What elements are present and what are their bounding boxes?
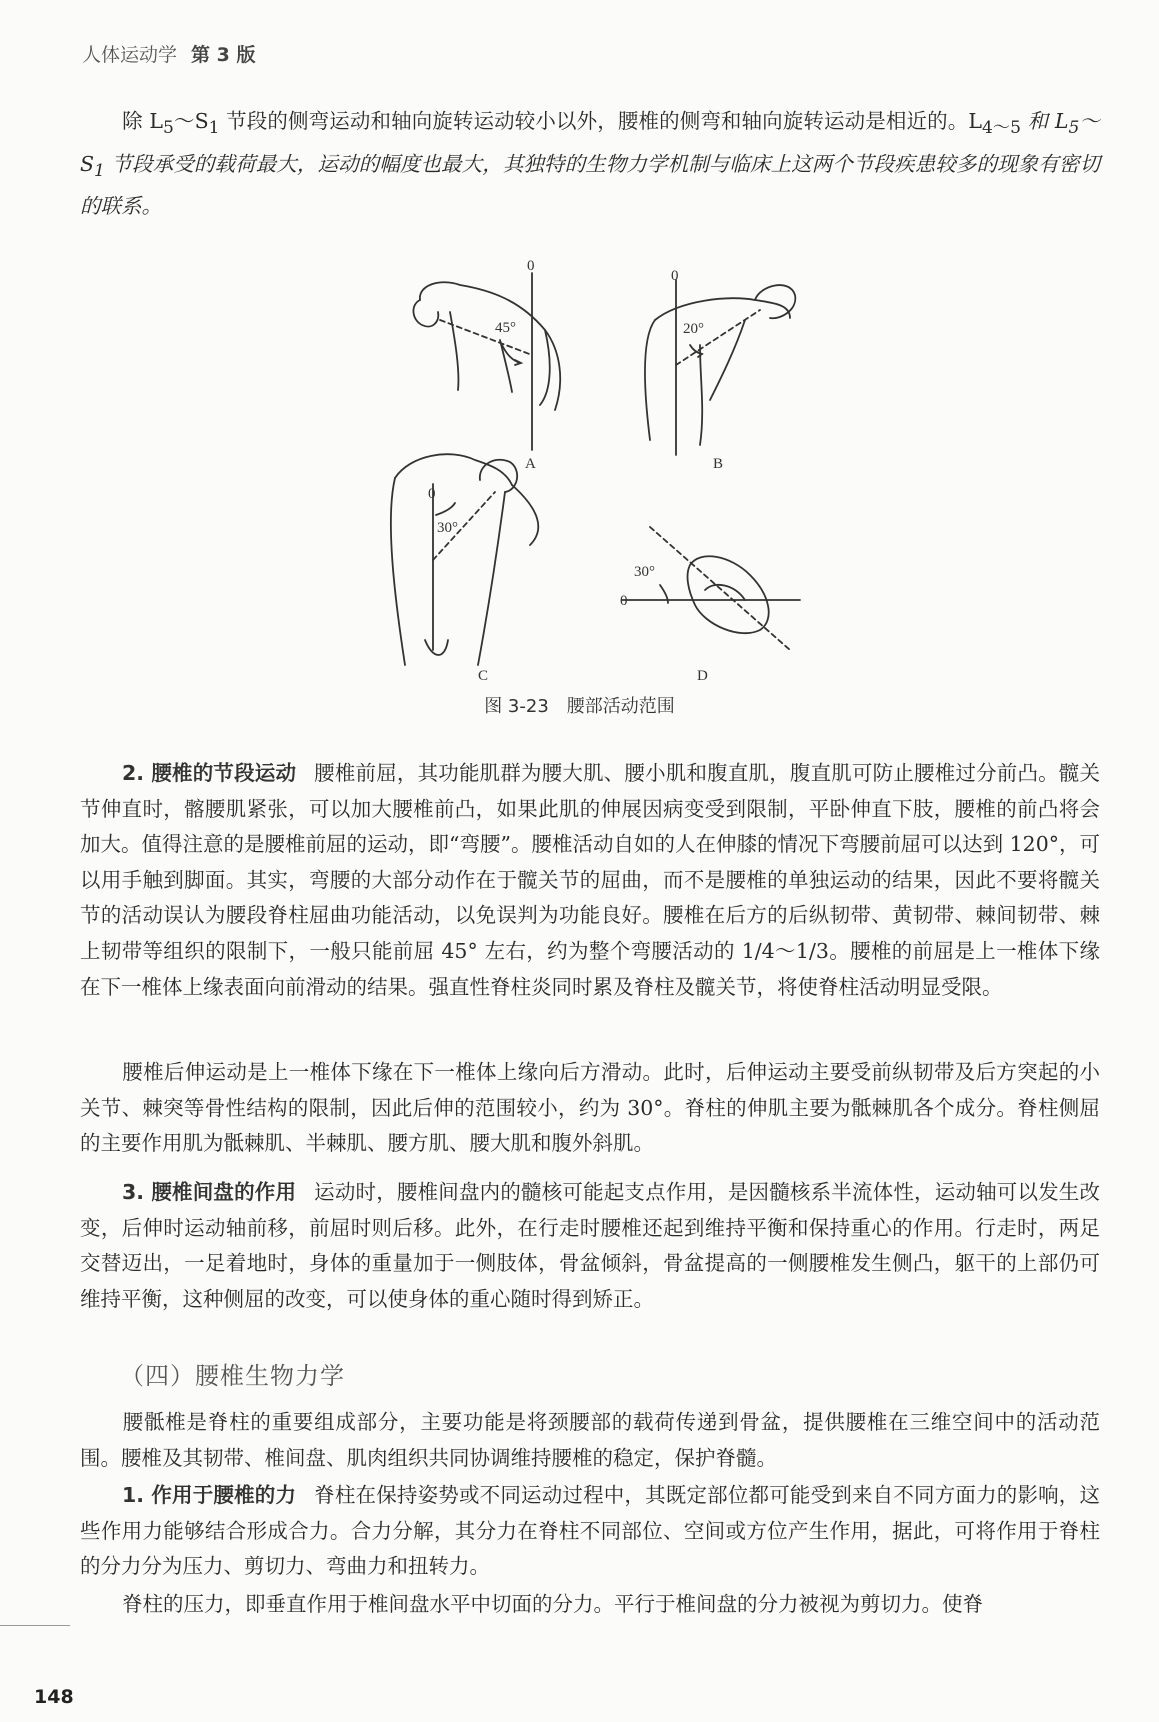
panel-b-label: B: [713, 456, 724, 472]
book-title: 人体运动学: [82, 44, 178, 66]
section2-heading: 2. 腰椎的节段运动: [122, 761, 297, 785]
section4-sub1-heading: 1. 作用于腰椎的力: [122, 1483, 297, 1507]
section3-paragraph: 3. 腰椎间盘的作用 运动时，腰椎间盘内的髓核可能起支点作用，是因髓核系半流体性，运动轴可以发生改变，后伸时运动轴前移，前屈时则后移。此外，在行走时腰椎还起到维持平衡和保持重心的作用。行走时，两足交替迈出，一足着地时，身体的重量加于一侧肢体，骨盆倾斜，骨盆提高的一侧腰椎发生侧凸，躯干的上部仍可维持平衡，这种侧屈的改变，可以使身体的重心随时得到矫正。: [80, 1180, 1100, 1311]
panel-d-angle: 30°: [634, 564, 655, 580]
caption-number: 图 3-23: [484, 696, 549, 717]
panel-a-zero: 0: [527, 258, 535, 274]
section3-heading: 3. 腰椎间盘的作用: [122, 1180, 297, 1204]
panel-a-angle: 45°: [495, 320, 516, 336]
section2-paragraph2: 腰椎后伸运动是上一椎体下缘在下一椎体上缘向后方滑动。此时，后伸运动主要受前纵韧带及后方突起的小关节、棘突等骨性结构的限制，因此后伸的范围较小，约为 30°。脊柱的伸肌主要为骶棘肌各个成分。脊柱侧屈的主要作用肌为骶棘肌、半棘肌、腰方肌、腰大肌和腹外斜肌。: [80, 1060, 1100, 1156]
panel-c-label: C: [478, 668, 489, 684]
edition-label: 第 3 版: [191, 44, 256, 66]
panel-b-angle: 20°: [683, 321, 704, 337]
panel-d-figure: [622, 527, 800, 650]
running-header: [82, 40, 255, 67]
section4-paragraph3: 脊柱的压力，即垂直作用于椎间盘水平中切面的分力。平行于椎间盘的分力被视为剪切力。使脊: [122, 1592, 983, 1616]
section4-title: （四）腰椎生物力学: [120, 1362, 345, 1390]
page-number: 148: [34, 1686, 74, 1708]
intro-paragraph: 除 $L_5\sim S_1$ 节段的侧弯运动和轴向旋转运动较小以外，腰椎的侧弯和轴向旋转运动是相近的。$L_{4\sim 5}$ 和 $L_5\sim S_1$ 节段承受的载荷最大，运动的幅度也最大，其独特的生物力学机制与临床上这两个节段疾患较多的现象有密切的联系。: [80, 109, 1100, 219]
panel-d-zero: 0: [620, 593, 628, 609]
panel-c-zero: 0: [428, 486, 436, 502]
panel-a-figure: [413, 273, 560, 450]
panel-c-angle: 30°: [437, 520, 458, 536]
section4-paragraph1: 腰骶椎是脊柱的重要组成部分，主要功能是将颈腰部的载荷传递到骨盆，提供腰椎在三维空间中的活动范围。腰椎及其韧带、椎间盘、肌肉组织共同协调维持腰椎的稳定，保护脊髓。: [80, 1410, 1100, 1470]
panel-b-zero: 0: [671, 268, 679, 284]
panel-c-figure: [391, 454, 538, 665]
figure-caption: [0, 692, 1159, 718]
panel-d-label: D: [697, 668, 708, 684]
footer-rule: [0, 1625, 70, 1626]
panel-b-figure: [645, 280, 795, 455]
section4-subsection1: 1. 作用于腰椎的力 脊柱在保持姿势或不同运动过程中，其既定部位都可能受到来自不同方面力的影响，这些作用力能够结合形成合力。合力分解，其分力在脊柱不同部位、空间或方位产生作用，据此，可将作用于脊柱的分力分为压力、剪切力、弯曲力和扭转力。: [80, 1483, 1100, 1579]
caption-text: 腰部活动范围: [566, 696, 675, 717]
section2-paragraph1: 2. 腰椎的节段运动 腰椎前屈，其功能肌群为腰大肌、腰小肌和腹直肌，腹直肌可防止腰椎过分前凸。髋关节伸直时，髂腰肌紧张，可以加大腰椎前凸，如果此肌的伸展因病变受到限制，平卧伸直下肢，腰椎的前凸将会加大。值得注意的是腰椎前屈的运动，即“弯腰”。腰椎活动自如的人在伸膝的情况下弯腰前屈可以达到 120°，可以用手触到脚面。其实，弯腰的大部分动作在于髋关节的屈曲，而不是腰椎的单独运动的结果，因此不要将髋关节的活动误认为腰段脊柱屈曲功能活动，以免误判为功能良好。腰椎在后方的后纵韧带、黄韧带、棘间韧带、棘上韧带等组织的限制下，一般只能前屈 45° 左右，约为整个弯腰活动的 1/4～1/3。腰椎的前屈是上一椎体下缘在下一椎体上缘表面向前滑动的结果。强直性脊柱炎同时累及脊柱及髋关节，将使脊柱活动明显受限。: [80, 761, 1100, 999]
panel-a-label: A: [525, 456, 536, 472]
